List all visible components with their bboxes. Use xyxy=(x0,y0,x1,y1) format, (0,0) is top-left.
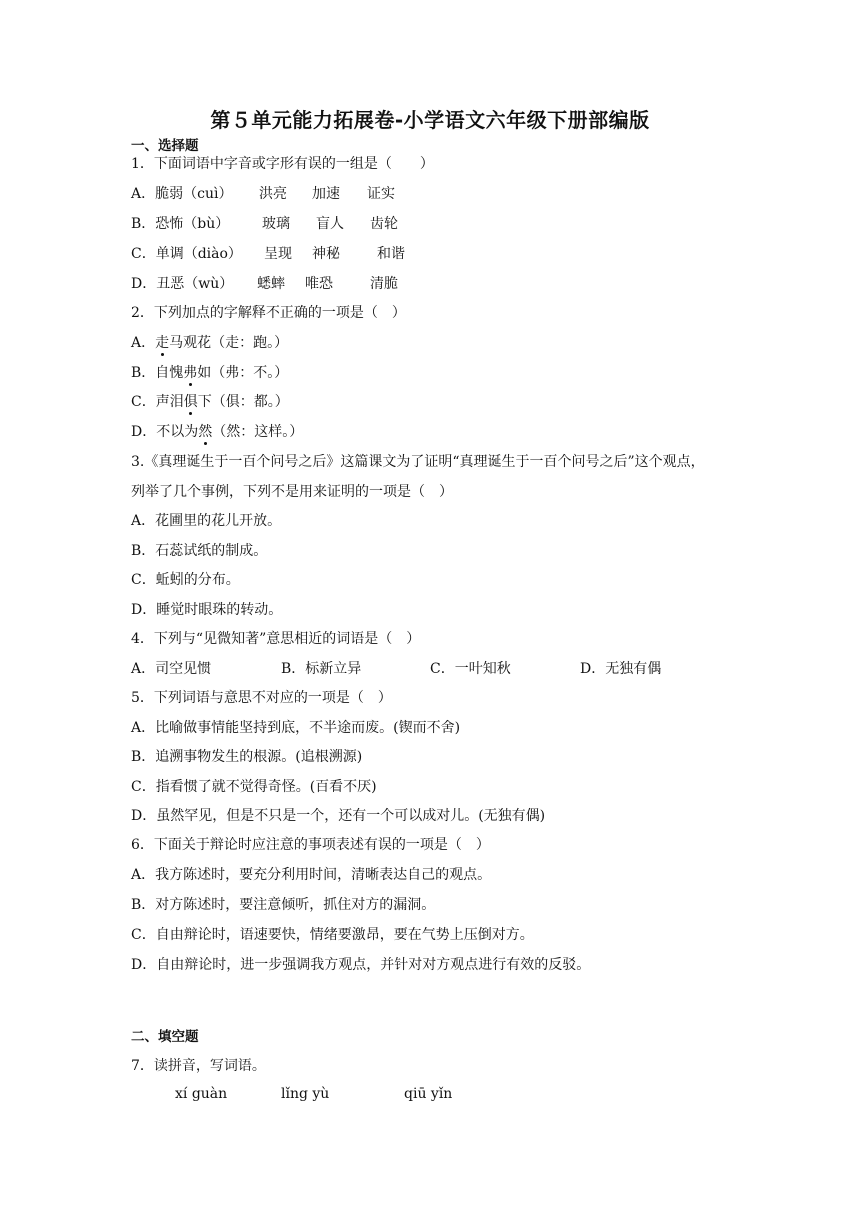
q2-option-c-rest: 下（俱：都。） xyxy=(197,394,289,410)
page-title: 第５单元能力拓展卷-小学语文六年级下册部编版 xyxy=(210,108,650,132)
q4-option-b: B．标新立异 xyxy=(281,661,362,677)
q2-option-d-rest: （然：这样。） xyxy=(212,424,304,440)
q2-option-c-prefix: C．声泪 xyxy=(131,394,184,410)
q6-option-b: B．对方陈述时，要注意倾听，抓住对方的漏洞。 xyxy=(131,897,436,913)
question-3-stem-line1: 3.《真理诞生于一百个问号之后》这篇课文为了证明“真理诞生于一百个问号之后”这个观点， xyxy=(131,454,705,470)
pinyin-3: qiū yǐn xyxy=(404,1086,453,1102)
q2-option-a xyxy=(131,332,288,352)
emphasis-dot-char: 走 xyxy=(155,332,169,352)
emphasis-dot-char: 俱 xyxy=(184,391,198,411)
q1-option-a-word1: 洪亮 xyxy=(259,186,287,202)
q3-option-b: B．石蕊试纸的制成。 xyxy=(131,543,268,559)
q2-option-b xyxy=(131,362,288,382)
q1-option-d-label: D．丑恶（wù） xyxy=(131,276,234,292)
question-7-stem: 7．读拼音，写词语。 xyxy=(131,1058,266,1074)
q6-option-d: D．自由辩论时，进一步强调我方观点，并针对对方观点进行有效的反驳。 xyxy=(131,957,591,973)
q4-option-d: D．无独有偶 xyxy=(580,661,662,677)
emphasis-dot-char: 弗 xyxy=(183,362,197,382)
pinyin-1: xí guàn xyxy=(175,1086,228,1102)
q1-option-c-word2: 神秘 xyxy=(312,246,340,262)
q1-option-b-word1: 玻璃 xyxy=(262,216,290,232)
section-heading-fill: 二、填空题 xyxy=(131,1029,199,1045)
q2-option-b-rest: 如（弗：不。） xyxy=(197,365,289,381)
question-1-stem: 1．下面词语中字音或字形有误的一组是（ ） xyxy=(131,156,434,172)
q1-option-b-label: B．恐怖（bù） xyxy=(131,216,230,232)
q1-option-c-label: C．单调（diào） xyxy=(131,246,242,262)
q6-option-a: A．我方陈述时，要充分利用时间，清晰表达自己的观点。 xyxy=(131,867,492,883)
q1-option-a-label: A．脆弱（cuì） xyxy=(131,186,233,202)
q2-option-c xyxy=(131,391,289,411)
q5-option-d: D．虽然罕见，但是不只是一个，还有一个可以成对儿。(无独有偶) xyxy=(131,808,546,824)
q1-option-d-word1: 蟋蟀 xyxy=(257,276,285,292)
q1-option-c-word1: 呈现 xyxy=(264,246,292,262)
q2-option-a-rest: 马观花（走：跑。） xyxy=(169,335,289,351)
q3-option-d: D．睡觉时眼珠的转动。 xyxy=(131,602,283,618)
q1-option-b-word3: 齿轮 xyxy=(370,216,398,232)
question-6-stem: 6．下面关于辩论时应注意的事项表述有误的一项是（ ） xyxy=(131,837,490,853)
q6-option-c: C．自由辩论时，语速要快，情绪要激昂，要在气势上压倒对方。 xyxy=(131,927,534,943)
q5-option-a: A．比喻做事情能坚持到底，不半途而废。(锲而不舍) xyxy=(131,720,461,736)
q1-option-d-word3: 清脆 xyxy=(370,276,398,292)
question-3-stem-line2: 列举了几个事例，下列不是用来证明的一项是（ ） xyxy=(131,484,453,500)
q2-option-d xyxy=(131,421,303,441)
q4-option-a: A．司空见惯 xyxy=(131,661,212,677)
q1-option-a-word3: 证实 xyxy=(367,186,395,202)
q1-option-c-word3: 和谐 xyxy=(377,246,405,262)
q1-option-d-word2: 唯恐 xyxy=(305,276,333,292)
question-4-stem: 4．下列与“见微知著”意思相近的词语是（ ） xyxy=(131,631,421,647)
q5-option-c: C．指看惯了就不觉得奇怪。(百看不厌) xyxy=(131,779,377,795)
q3-option-c: C．蚯蚓的分布。 xyxy=(131,572,240,588)
emphasis-dot-char: 然 xyxy=(198,421,212,441)
section-heading-choice: 一、选择题 xyxy=(131,138,199,154)
q2-option-a-prefix: A． xyxy=(131,335,156,351)
q2-option-b-prefix: B．自愧 xyxy=(131,365,184,381)
question-2-stem: 2．下列加点的字解释不正确的一项是（ ） xyxy=(131,305,406,321)
q1-option-a-word2: 加速 xyxy=(312,186,340,202)
q2-option-d-prefix: D．不以为 xyxy=(131,424,199,440)
q3-option-a: A．花圃里的花儿开放。 xyxy=(131,513,282,529)
q1-option-b-word2: 盲人 xyxy=(316,216,344,232)
q4-option-c: C．一叶知秋 xyxy=(430,661,511,677)
pinyin-2: lǐng yù xyxy=(281,1086,330,1102)
q5-option-b: B．追溯事物发生的根源。(追根溯源) xyxy=(131,749,363,765)
question-5-stem: 5．下列词语与意思不对应的一项是（ ） xyxy=(131,690,392,706)
